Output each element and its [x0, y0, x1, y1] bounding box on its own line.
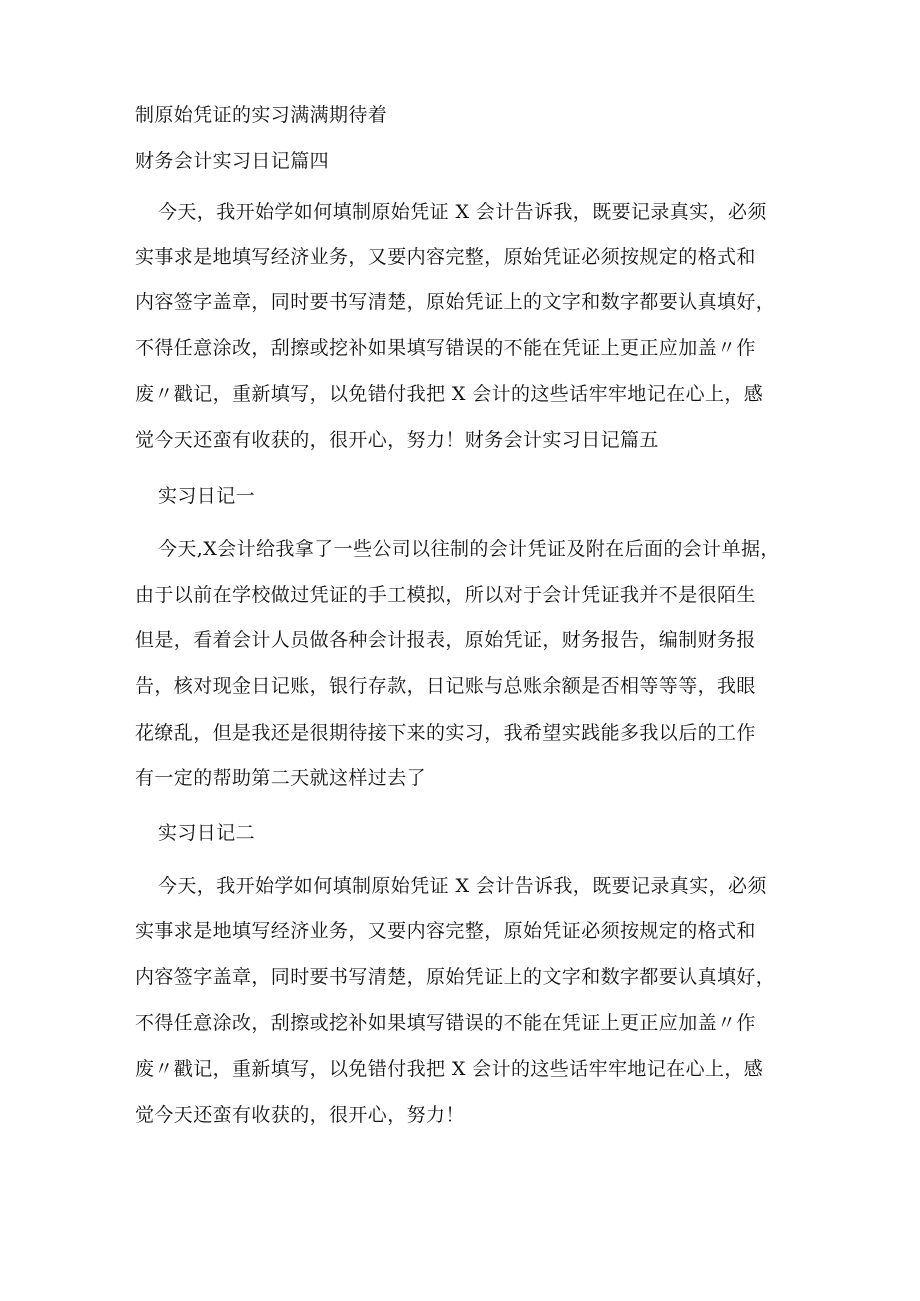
text-line: 内容签字盖章，同时要书写清楚，原始凭证上的文字和数字都要认真填好，: [135, 291, 776, 313]
text-line: 有一定的帮助第二天就这样过去了: [135, 767, 427, 789]
text-line: 今天，我开始学如何填制原始凭证 X 会计告诉我，既要记录真实，必须: [158, 201, 767, 223]
text-line: 制原始凭证的实习满满期待着: [135, 104, 388, 126]
section-heading: 财务会计实习日记篇四: [135, 150, 330, 172]
text-line: 实事求是地填写经济业务，又要内容完整，原始凭证必须按规定的格式和: [135, 920, 756, 942]
text-line: 由于以前在学校做过凭证的手工模拟，所以对于会计凭证我并不是很陌生: [135, 584, 756, 606]
text-line: 但是，看着会计人员做各种会计报表，原始凭证，财务报告，编制财务报: [135, 629, 756, 651]
text-line: 告，核对现金日记账，银行存款，日记账与总账余额是否相等等等，我眼: [135, 675, 756, 697]
text-line: 觉今天还蛮有收获的，很开心，努力！: [135, 1104, 465, 1126]
text-line: 觉今天还蛮有收获的，很开心，努力！财务会计实习日记篇五: [135, 429, 659, 451]
section-heading: 实习日记一: [158, 485, 256, 507]
text-line: 内容签字盖章，同时要书写清楚，原始凭证上的文字和数字都要认真填好，: [135, 966, 776, 988]
text-line: 今天,X会计给我拿了一些公司以往制的会计凭证及附在后面的会计单据，: [158, 538, 780, 560]
text-line: 不得任意涂改，刮擦或挖补如果填写错误的不能在凭证上更正应加盖〃作: [135, 1012, 756, 1034]
section-heading: 实习日记二: [158, 822, 256, 844]
text-line: 花缭乱，但是我还是很期待接下来的实习，我希望实践能多我以后的工作: [135, 722, 756, 744]
text-line: 实事求是地填写经济业务，又要内容完整，原始凭证必须按规定的格式和: [135, 246, 756, 268]
text-line: 不得任意涂改，刮擦或挖补如果填写错误的不能在凭证上更正应加盖〃作: [135, 337, 756, 359]
text-line: 废〃戳记，重新填写，以免错付我把 X 会计的这些话牢牢地记在心上，感: [135, 1058, 764, 1080]
text-line: 今天，我开始学如何填制原始凭证 X 会计告诉我，既要记录真实，必须: [158, 875, 767, 897]
text-line: 废〃戳记，重新填写，以免错付我把 X 会计的这些话牢牢地记在心上，感: [135, 383, 764, 405]
